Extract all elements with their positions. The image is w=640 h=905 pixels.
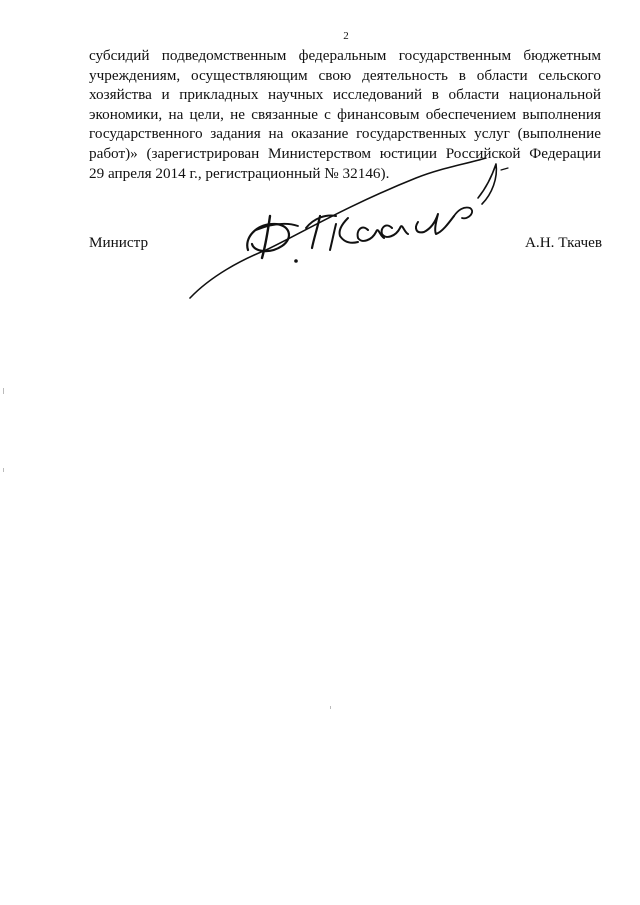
body-line-4: экономики, на цели, не связанные с финансовым обеспечением выполнения [89, 105, 601, 123]
scan-speck [3, 388, 4, 394]
body-line-2: учреждениям, осуществляющим свою деятельность в области сельского [89, 66, 601, 84]
signatory-position: Министр [89, 234, 149, 251]
handwritten-signature [186, 158, 521, 308]
body-line-6: работ)» (зарегистрирован Министерством юстиции Российской Федерации [89, 144, 601, 162]
signatory-name: А.Н. Ткачев [524, 234, 602, 251]
page-number: 2 [343, 30, 349, 42]
body-line-7: 29 апреля 2014 г., регистрационный № 32146). [89, 164, 390, 182]
scan-speck [330, 706, 331, 709]
body-line-5: государственного задания на оказание государственных услуг (выполнение [89, 125, 601, 143]
scan-speck [3, 468, 4, 472]
body-line-3: хозяйства и прикладных научных исследований в области национальной [89, 86, 601, 104]
body-line-1: субсидий подведомственным федеральным государственным бюджетным [89, 47, 601, 64]
